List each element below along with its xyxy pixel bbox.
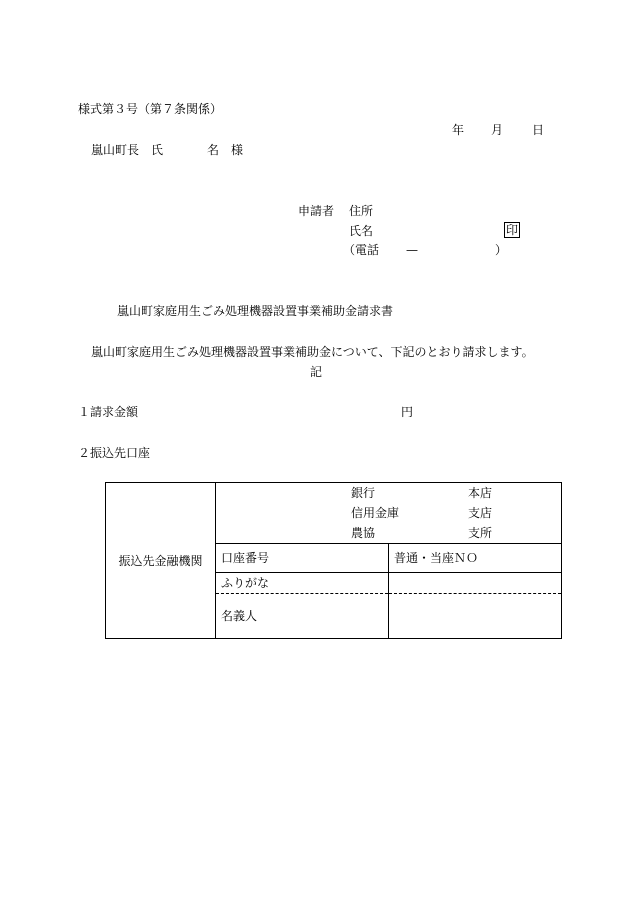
institution-label: 振込先金融機関 (106, 483, 216, 639)
date-year-label: 年 (452, 123, 465, 137)
bank-account-table (105, 482, 562, 639)
furigana-label: ふりがな (216, 572, 389, 593)
seal-mark (504, 222, 520, 238)
bank-type-shinkin: 信用金庫 (351, 506, 400, 521)
name-label: 氏名 (349, 224, 374, 238)
holder-value (389, 593, 562, 638)
phone-close-paren: ） (495, 243, 508, 257)
phone-open-label: （電話 (343, 243, 380, 257)
ki-label: 記 (310, 365, 323, 379)
addressee-title: 嵐山町長 氏 (91, 143, 164, 157)
bank-type-cell (216, 483, 562, 544)
addressee-name-suffix: 名 様 (207, 143, 244, 157)
applicant-label: 申請者 (298, 204, 335, 218)
transfer-account-label: ２振込先口座 (78, 446, 151, 460)
date-month-label: 月 (491, 123, 504, 137)
account-number-value: 普通・当座ＮＯ (389, 544, 562, 572)
bank-type-row (106, 483, 562, 544)
form-number: 様式第３号（第７条関係） (78, 102, 223, 116)
document-title: 嵐山町家庭用生ごみ処理機器設置事業補助金請求書 (117, 304, 394, 318)
furigana-value (389, 572, 562, 593)
holder-label: 名義人 (216, 593, 389, 638)
seal-mark-text: 印 (506, 223, 519, 237)
branch-type-office: 支所 (468, 526, 493, 541)
branch-type-main: 本店 (468, 486, 493, 501)
bank-type-nokyo: 農協 (351, 526, 376, 541)
request-amount-label: １請求金額 (78, 405, 139, 419)
address-label: 住所 (349, 204, 374, 218)
account-number-label: 口座番号 (216, 544, 389, 572)
yen-unit: 円 (401, 405, 414, 419)
phone-dash: — (406, 243, 418, 257)
bank-type-bank: 銀行 (351, 486, 376, 501)
body-text: 嵐山町家庭用生ごみ処理機器設置事業補助金について、下記のとおり請求します。 (91, 345, 534, 359)
date-day-label: 日 (532, 123, 545, 137)
branch-type-branch: 支店 (468, 506, 493, 521)
